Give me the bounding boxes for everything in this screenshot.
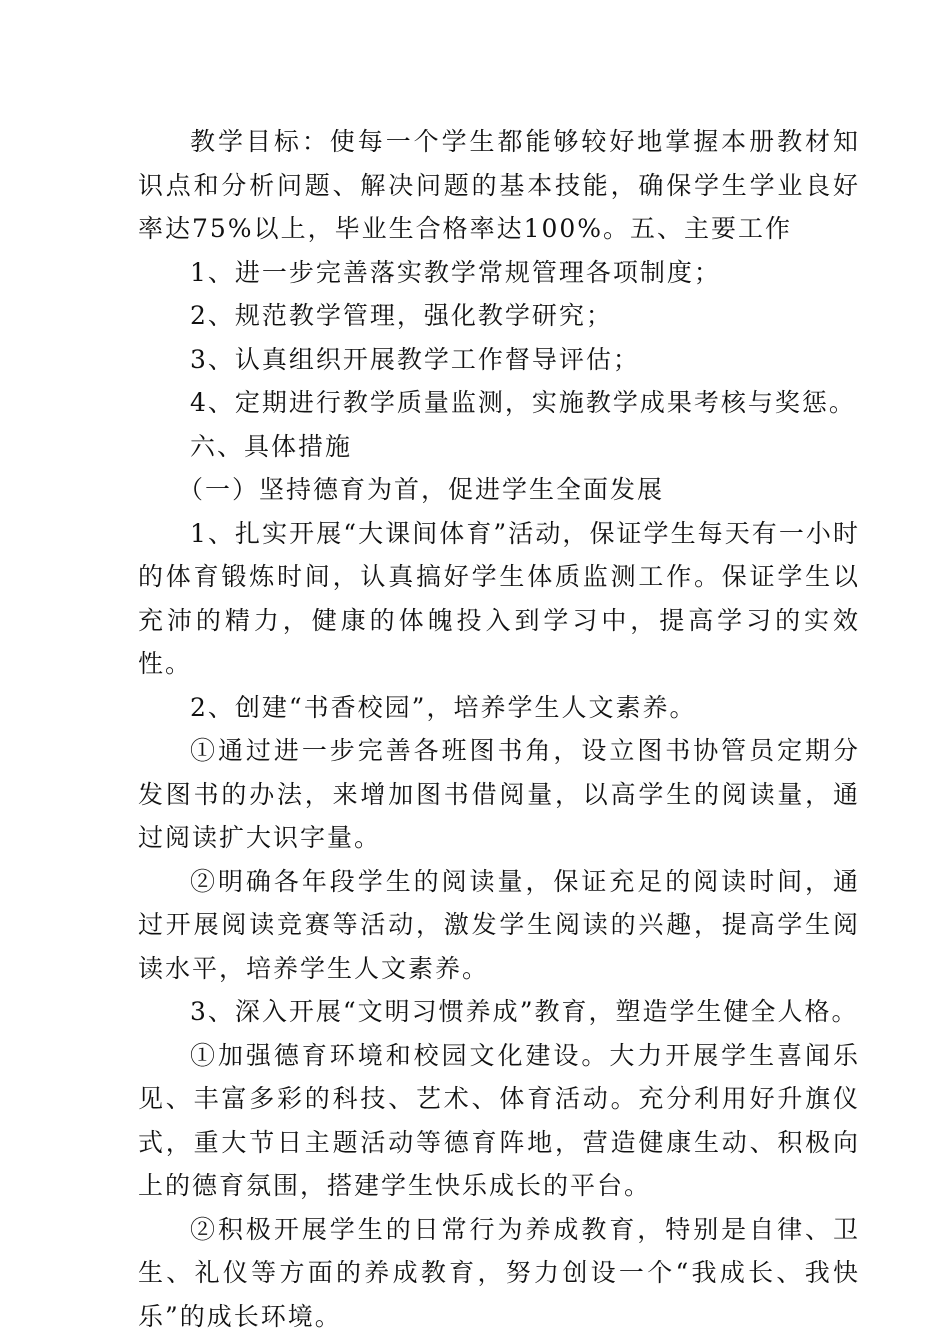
section-heading-measures: 六、具体措施: [190, 431, 353, 461]
paragraph-work-item-1: 1、进一步完善落实教学常规管理各项制度；: [190, 257, 721, 287]
paragraph-measure-3-point-2: ②积极开展学生的日常行为养成教育，特别是自律、卫生、礼仪等方面的养成教育，努力创设一个“我成长、我快乐”的成长环境。: [138, 1214, 860, 1331]
paragraph-teaching-goal: 教学目标：使每一个学生都能够较好地掌握本册教材知识点和分析问题、解决问题的基本技能，确保学生学业良好率达75%以上，毕业生合格率达100%。五、主要工作: [138, 127, 860, 243]
paragraph-work-item-2: 2、规范教学管理，强化教学研究；: [190, 301, 613, 330]
paragraph-work-item-4: 4、定期进行教学质量监测，实施教学成果考核与奖惩。: [190, 388, 856, 417]
subsection-heading-moral-education: （一）坚持德育为首，促进学生全面发展: [178, 475, 665, 504]
paragraph-measure-2-point-1: ①通过进一步完善各班图书角，设立图书协管员定期分发图书的办法，来增加图书借阅量，以高学生的阅读量，通过阅读扩大识字量。: [138, 736, 860, 852]
paragraph-measure-1: 1、扎实开展“大课间体育”活动，保证学生每天有一小时的体育锻炼时间，认真搞好学生体质监测工作。保证学生以充沛的精力，健康的体魄投入到学习中，提高学习的实效性。: [138, 518, 860, 678]
paragraph-measure-3-point-1: ①加强德育环境和校园文化建设。大力开展学生喜闻乐见、丰富多彩的科技、艺术、体育活动。充分利用好升旗仪式，重大节日主题活动等德育阵地，营造健康生动、积极向上的德育氛围，搭建学生快乐成长的平台。: [138, 1040, 860, 1200]
paragraph-measure-2-point-2: ②明确各年段学生的阅读量，保证充足的阅读时间，通过开展阅读竞赛等活动，激发学生阅读的兴趣，提高学生阅读水平，培养学生人文素养。: [138, 866, 860, 983]
paragraph-measure-2: 2、创建“书香校园”，培养学生人文素养。: [190, 692, 697, 722]
document-body: [138, 120, 860, 1338]
paragraph-measure-3: 3、深入开展“文明习惯养成”教育，塑造学生健全人格。: [190, 997, 859, 1026]
paragraph-work-item-3: 3、认真组织开展教学工作督导评估；: [190, 344, 640, 374]
